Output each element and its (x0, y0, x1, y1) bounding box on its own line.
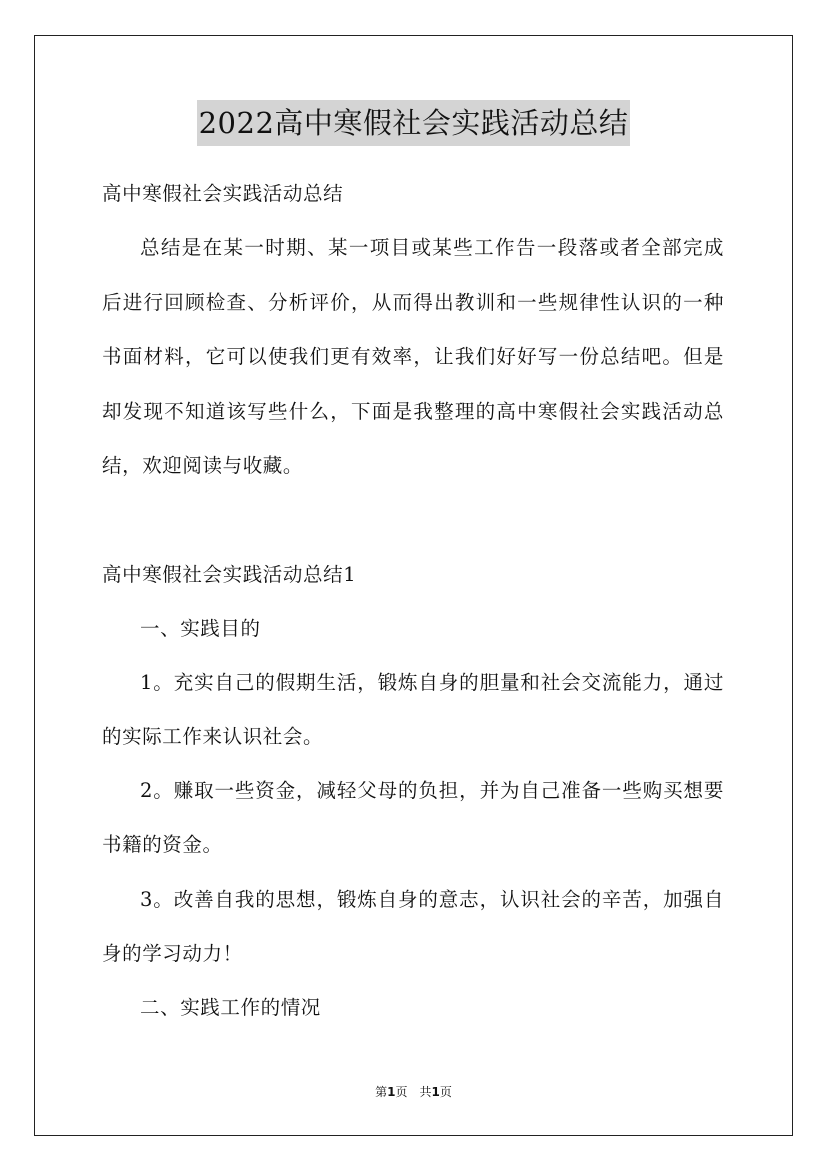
intro-line-3: 书面材料，它可以使我们更有效率，让我们好好写一份总结吧。但是 (102, 345, 724, 368)
title-container (0, 100, 827, 146)
item-3-line-2: 身的学习动力！ (102, 942, 243, 965)
item-1-line-2: 的实际工作来认识社会。 (102, 725, 324, 748)
item-2-line-1: 2。赚取一些资金，减轻父母的负担，并为自己准备一些购买想要 (140, 779, 724, 802)
subheading-practice-purpose: 一、实践目的 (140, 617, 261, 640)
footer-page-number: 1 (387, 1085, 396, 1099)
intro-line-1: 总结是在某一时期、某一项目或某些工作告一段落或者全部完成 (140, 236, 724, 259)
document-title: 2022高中寒假社会实践活动总结 (197, 100, 631, 146)
footer-mid: 页 共 (395, 1085, 432, 1099)
item-1-line-1: 1。充实自己的假期生活，锻炼自身的胆量和社会交流能力，通过 (140, 671, 724, 694)
item-2-line-2: 书籍的资金。 (102, 833, 223, 856)
item-3-line-1: 3。改善自我的思想，锻炼自身的意志，认识社会的辛苦，加强自 (140, 888, 724, 911)
intro-line-2: 后进行回顾检查、分析评价，从而得出教训和一些规律性认识的一种 (102, 291, 724, 314)
footer-page-total: 1 (431, 1085, 440, 1099)
intro-line-5: 结，欢迎阅读与收藏。 (102, 454, 304, 477)
footer-suffix: 页 (439, 1085, 452, 1099)
section-heading-1: 高中寒假社会实践活动总结1 (102, 563, 357, 586)
subheading-work-situation: 二、实践工作的情况 (140, 996, 321, 1019)
footer-prefix: 第 (375, 1085, 388, 1099)
page-footer (0, 1083, 827, 1101)
intro-heading: 高中寒假社会实践活动总结 (102, 182, 344, 205)
intro-line-4: 却发现不知道该写些什么，下面是我整理的高中寒假社会实践活动总 (102, 400, 724, 423)
